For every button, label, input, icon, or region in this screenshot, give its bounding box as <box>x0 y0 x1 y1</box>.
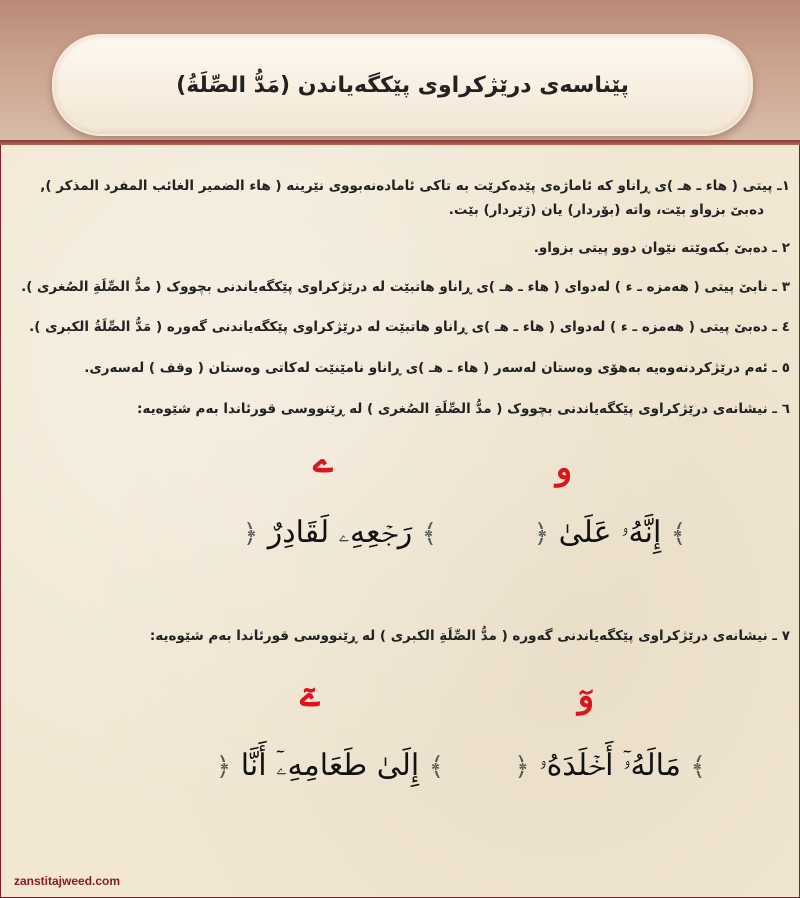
ornament-close-icon: ﴿ <box>216 752 232 782</box>
page-title: پێناسەی درێژکراوی پێکگەیاندن (مَدُّ الصِّلَةُ) <box>176 72 629 98</box>
example-large-verse-right <box>480 748 740 783</box>
ornament-close-icon: ﴿ <box>243 519 259 549</box>
example-large-label-left: ےٓ <box>300 675 320 715</box>
example-small-verse-right <box>480 515 740 550</box>
ornament-open-icon: ﴾ <box>421 519 437 549</box>
example-small-verse-left <box>210 515 470 550</box>
example-small-label-right: و <box>555 448 573 488</box>
ornament-open-icon: ﴾ <box>670 519 687 549</box>
rule-2: ٢ ـ دەبێ بکەوێتە نێوان دوو پیتی بزواو. <box>533 240 790 256</box>
header-divider <box>0 140 800 145</box>
rule-1-line-2: دەبێ بزواو بێت، واتە (بۆردار) یان (ژێردار) بێت. <box>448 202 764 218</box>
ornament-open-icon: ﴾ <box>428 752 444 782</box>
verse-text: مَالَهُۥٓ أَخۡلَدَهُۥ <box>539 748 681 783</box>
example-large-verse-left <box>200 748 460 783</box>
example-large-label-right: وٓ <box>577 676 595 716</box>
rule-7: ٧ ـ نیشانەی درێژکراوی پێکگەیاندنی گەورە ( مدُّ الصِّلَةِ الکبری ) لە ڕێنووسی قورئاندا بەم شێوەیە: <box>149 628 790 644</box>
ornament-close-icon: ﴿ <box>533 519 550 549</box>
verse-text: إِنَّهُۥ عَلَىٰ <box>558 515 662 550</box>
rule-5: ٥ ـ ئەم درێژکردنەوەیە بەهۆی وەستان لەسەر ( هاء ـ هـ )ی ڕاناو نامێنێت لەکاتی وەستان ( وقف ) لەسەری. <box>84 360 790 376</box>
ornament-close-icon: ﴿ <box>514 752 530 782</box>
title-panel <box>52 34 753 136</box>
example-small-label-left: ے <box>313 441 333 481</box>
rule-6: ٦ ـ نیشانەی درێژکراوی پێکگەیاندنی بچووک ( مدُّ الصِّلَةِ الصُغری ) لە ڕێنووسی قورئاندا بەم شێوەیە: <box>136 401 790 417</box>
site-url: zanstitajweed.com <box>14 874 121 888</box>
verse-text: رَجۡعِهِۦ لَقَادِرٌ <box>267 515 413 550</box>
rule-4: ٤ ـ دەبێ پیتی ( هەمزە ـ ء ) لەدوای ( هاء ـ هـ )ی ڕاناو هاتبێت لە درێژکراوی پێکگەیاندنی گەورە ( مَدُّ الصِّلَةُ الکبری ). <box>29 319 790 335</box>
rule-3: ٣ ـ نابێ پیتی ( هەمزە ـ ء ) لەدوای ( هاء ـ هـ )ی ڕاناو هاتبێت لە درێژکراوی پێکگەیاندنی بچووک ( مدُّ الصِّلَةِ الصُغری ). <box>21 279 790 295</box>
rule-1-line-1: ١ـ پیتی ( هاء ـ هـ )ی ڕاناو کە ئاماژەی پێدەکرێت بە تاکی ئامادەنەبووی نێرینە ( هاء الضمیر الغائب المفرد المذكر ), <box>40 178 790 194</box>
ornament-open-icon: ﴾ <box>690 752 706 782</box>
verse-text: إِلَىٰ طَعَامِهِۦٓ أَنَّا <box>240 748 420 783</box>
